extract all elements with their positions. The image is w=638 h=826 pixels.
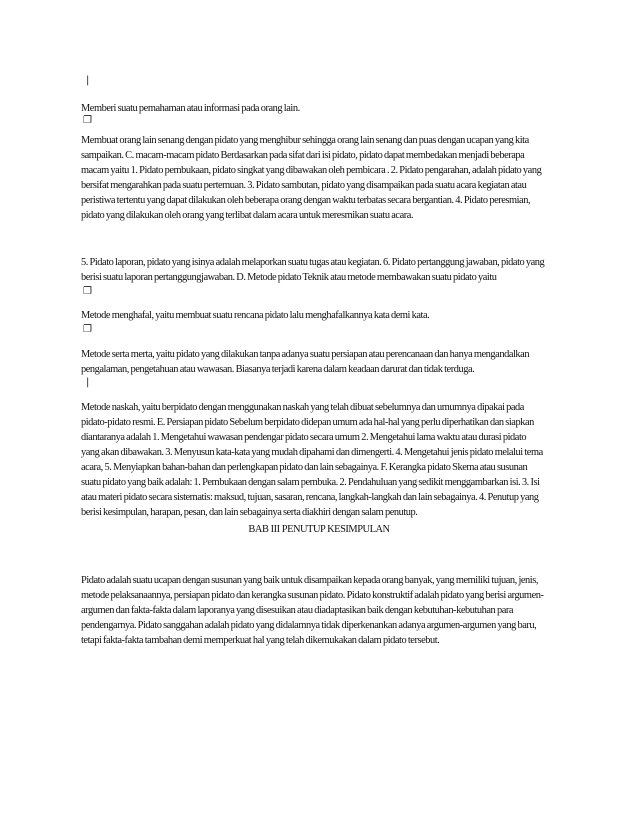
text-line-1: Memberi suatu pemahaman atau informasi pada orang lain. bbox=[81, 103, 300, 114]
text-line-10: Metode menghafal, yaitu membuat suatu rencana pidato lalu menghafalkannya kata demi kata. bbox=[81, 310, 430, 321]
text-line-6: peristiwa tertentu yang dapat dilakukan oleh beberapa orang dengan waktu terbatas secara bergantian. 4. Pidato peresmian, bbox=[81, 195, 531, 206]
text-line-19: atau materi pidato secara sistematis: maksud, tujuan, sasaran, rencana, langkah-langkah dan lain sebagainya. 4. Penutup yang bbox=[81, 492, 539, 503]
text-line-24: pendengarnya. Pidato sanggahan adalah pidato yang didalamnya tidak diperkenankan adanya argumen-argumen yang baru, bbox=[81, 620, 537, 631]
bullet-box-marker-1: ❐ bbox=[83, 115, 92, 126]
text-line-2: Membuat orang lain senang dengan pidato yang menghibur sehingga orang lain senang dan puas dengan ucapan yang kita bbox=[81, 135, 529, 146]
section-heading: BAB III PENUTUP KESIMPULAN bbox=[248, 524, 390, 535]
text-line-17: acara, 5. Menyiapkan bahan-bahan dan perlengkapan pidato dan lain sebagainya. F. Kerangka pidato Skema atau susunan bbox=[81, 462, 528, 473]
text-line-14: pidato-pidato resmi. E. Persiapan pidato Sebelum berpidato didepan umum ada hal-hal yang perlu diperhatikan dan siapkan bbox=[81, 417, 534, 428]
text-line-16: yang akan dibawakan. 3. Menyusun kata-kata yang mudah dipahami dan dimengerti. 4. Mengetahui jenis pidato melalui tema bbox=[81, 447, 543, 458]
text-line-9: berisi suatu laporan pertanggungjawaban. D. Metode pidato Teknik atau metode membawakan suatu pidato yaitu bbox=[81, 272, 497, 283]
text-line-25: tetapi fakta-fakta tambahan demi memperkuat hal yang telah dikemukakan dalam pidato tersebut. bbox=[81, 635, 440, 646]
text-line-15: diantaranya adalah 1. Mengetahui wawasan pendengar pidato secara umum 2. Mengetahui lama waktu atau durasi pidato bbox=[81, 432, 527, 443]
text-line-20: berisi kesimpulan, harapan, pesan, dan lain sebagainya serta diakhiri dengan salam penutup. bbox=[81, 507, 418, 518]
bullet-box-marker-2: ❐ bbox=[83, 286, 92, 297]
bullet-box-marker-3: ❐ bbox=[83, 324, 92, 335]
text-line-5: bersifat mengarahkan pada suatu pertemuan. 3. Pidato sambutan, pidato yang disampaikan pada suatu acara kegiatan atau bbox=[81, 180, 527, 191]
text-line-7: pidato yang dilakukan oleh orang yang terlibat dalam acara untuk meresmikan suatu acara. bbox=[81, 210, 414, 221]
text-line-8: 5. Pidato laporan, pidato yang isinya adalah melaporkan suatu tugas atau kegiatan. 6. Pidato pertanggung jawaban, pidato yang bbox=[81, 257, 545, 268]
bullet-bar-marker-1: | bbox=[86, 75, 90, 86]
text-line-22: metode pelaksanaannya, persiapan pidato dan kerangka susunan pidato. Pidato konstruktif adalah pidato yang berisi argumen- bbox=[81, 590, 544, 601]
text-line-4: macam yaitu 1. Pidato pembukaan, pidato singkat yang dibawakan oleh pembicara . 2. Pidato pengarahan, adalah pidato yang bbox=[81, 165, 542, 176]
bullet-bar-marker-2: | bbox=[86, 377, 90, 388]
text-line-12: pengalaman, pengetahuan atau wawasan. Biasanya terjadi karena dalam keadaan darurat dan tidak terduga. bbox=[81, 364, 475, 375]
text-line-23: argumen dan fakta-fakta dalam laporanya yang disesuikan atau diadaptasikan baik dengan kebutuhan-kebutuhan para bbox=[81, 605, 514, 616]
text-line-3: sampaikan. C. macam-macam pidato Berdasarkan pada sifat dari isi pidato, pidato dapat membedakan menjadi beberapa bbox=[81, 150, 525, 161]
text-line-11: Metode serta merta, yaitu pidato yang dilakukan tanpa adanya suatu persiapan atau perencanaan dan hanya mengandalkan bbox=[81, 349, 530, 360]
text-line-13: Metode naskah, yaitu berpidato dengan menggunakan naskah yang telah dibuat sebelumnya dan umumnya dipakai pada bbox=[81, 402, 524, 413]
text-line-18: suatu pidato yang baik adalah: 1. Pembukaan dengan salam pembuka. 2. Pendahuluan yang sedikit menggambarkan isi. 3. Isi bbox=[81, 477, 540, 488]
text-line-21: Pidato adalah suatu ucapan dengan susunan yang baik untuk disampaikan kepada orang banyak, yang memiliki tujuan, jenis, bbox=[81, 575, 538, 586]
